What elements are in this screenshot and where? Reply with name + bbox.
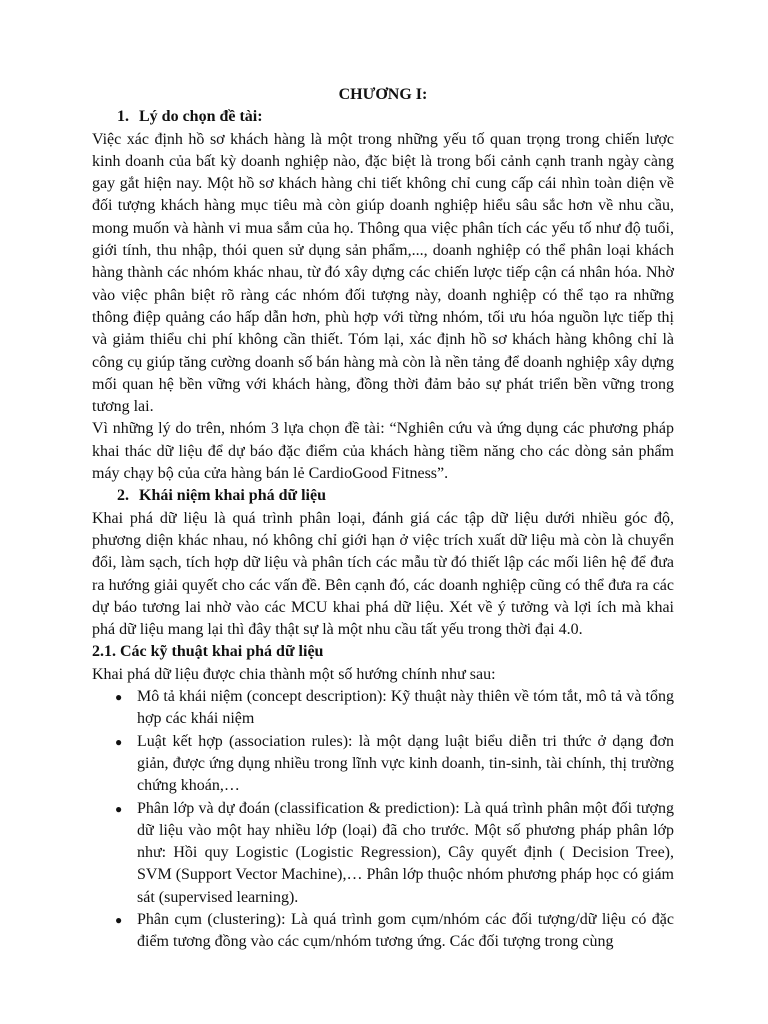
list-item-text: Luật kết hợp (association rules): là một dạng luật biểu diễn tri thức ở dạng đơn giản, được ứng dụng nhiều trong lĩnh vực kinh doanh, tin-sinh, tài chính, thị trường chứng khoán,…: [137, 732, 674, 795]
section-2-1-intro: Khai phá dữ liệu được chia thành một số hướng chính như sau:: [92, 665, 496, 683]
document-page: [92, 84, 674, 954]
bullet-icon: ●: [115, 912, 123, 927]
section-2-number: 2.: [117, 487, 129, 505]
section-2-title: Khái niệm khai phá dữ liệu: [139, 487, 326, 505]
section-1-paragraph-2: Vì những lý do trên, nhóm 3 lựa chọn đề tài: “Nghiên cứu và ứng dụng các phương pháp khai thác dữ liệu để dự báo đặc điểm của khách hàng tiềm năng cho các dòng sản phẩm máy chạy bộ của cửa hàng bán lẻ CardioGood Fitness”.: [92, 420, 674, 483]
list-item: [92, 731, 674, 798]
section-1-number: 1.: [117, 108, 129, 126]
list-item: [92, 798, 674, 909]
section-2-heading: [92, 485, 674, 507]
list-item-text: Phân lớp và dự đoán (classification & prediction): Là quá trình phân một đối tượng dữ liệu vào một hay nhiều lớp (loại) đã cho trước. Một số phương pháp phân lớp như: Hồi quy Logistic (Logistic Regression), Cây quyết định ( Decision Tree), SVM (Support Vector Machine),… Phân lớp thuộc nhóm phương pháp học có giám sát (supervised learning).: [137, 799, 674, 906]
section-2-1-title: 2.1. Các kỹ thuật khai phá dữ liệu: [92, 643, 324, 661]
section-1-heading: [92, 106, 674, 128]
bullet-icon: ●: [115, 734, 123, 749]
section-1-title: Lý do chọn đề tài:: [139, 108, 263, 126]
list-item: [92, 686, 674, 731]
section-2-paragraph: Khai phá dữ liệu là quá trình phân loại, đánh giá các tập dữ liệu dưới nhiều góc độ, phương diện khác nhau, nó không chỉ giới hạn ở việc trích xuất dữ liệu mà còn là chuyển đổi, làm sạch, tích hợp dữ liệu và phân tích các mẫu từ đó thiết lập các mối liên hệ để đưa ra hướng giải quyết cho các vấn đề. Bên cạnh đó, các doanh nghiệp cũng có thể đưa ra các dự báo tương lai nhờ vào các MCU khai phá dữ liệu. Xét về ý tưởng và lợi ích mà khai phá dữ liệu mang lại thì đây thật sự là một nhu cầu tất yếu trong thời đại 4.0.: [92, 509, 674, 639]
list-item-text: Mô tả khái niệm (concept description): Kỹ thuật này thiên về tóm tắt, mô tả và tổng hợp các khái niệm: [137, 688, 674, 728]
list-item: [92, 909, 674, 954]
bullet-icon: ●: [115, 801, 123, 816]
bullet-icon: ●: [115, 690, 123, 705]
list-item-text: Phân cụm (clustering): Là quá trình gom cụm/nhóm các đối tượng/dữ liệu có đặc điểm tương đồng vào các cụm/nhóm tương ứng. Các đối tượng trong cùng: [137, 910, 674, 951]
chapter-title: CHƯƠNG I:: [338, 86, 428, 103]
section-1-paragraph-1: Việc xác định hồ sơ khách hàng là một trong những yếu tố quan trọng trong chiến lược kinh doanh của bất kỳ doanh nghiệp nào, đặc biệt là trong bối cảnh cạnh tranh ngày càng gay gắt hiện nay. Một hồ sơ khách hàng chi tiết không chỉ cung cấp cái nhìn toàn diện về đối tượng khách hàng mục tiêu mà còn giúp doanh nghiệp hiểu sâu sắc hơn về nhu cầu, mong muốn và hành vi mua sắm của họ. Thông qua việc phân tích các yếu tố như độ tuổi, giới tính, thu nhập, thói quen sử dụng sản phẩm,..., doanh nghiệp có thể phân loại khách hàng thành các nhóm khác nhau, từ đó xây dựng các chiến lược tiếp cận cá nhân hóa. Nhờ vào việc phân biệt rõ ràng các nhóm đối tượng này, doanh nghiệp có thể tạo ra những thông điệp quảng cáo hấp dẫn hơn, phù hợp với từng nhóm, tối ưu hóa nguồn lực tiếp thị và giảm thiểu chi phí không cần thiết. Tóm lại, xác định hồ sơ khách hàng không chỉ là công cụ giúp tăng cường doanh số bán hàng mà còn là nền tảng để doanh nghiệp xây dựng mối quan hệ bền vững với khách hàng, đồng thời đảm bảo sự phát triển bền vững trong tương lai.: [92, 130, 674, 416]
techniques-list: [92, 686, 674, 954]
